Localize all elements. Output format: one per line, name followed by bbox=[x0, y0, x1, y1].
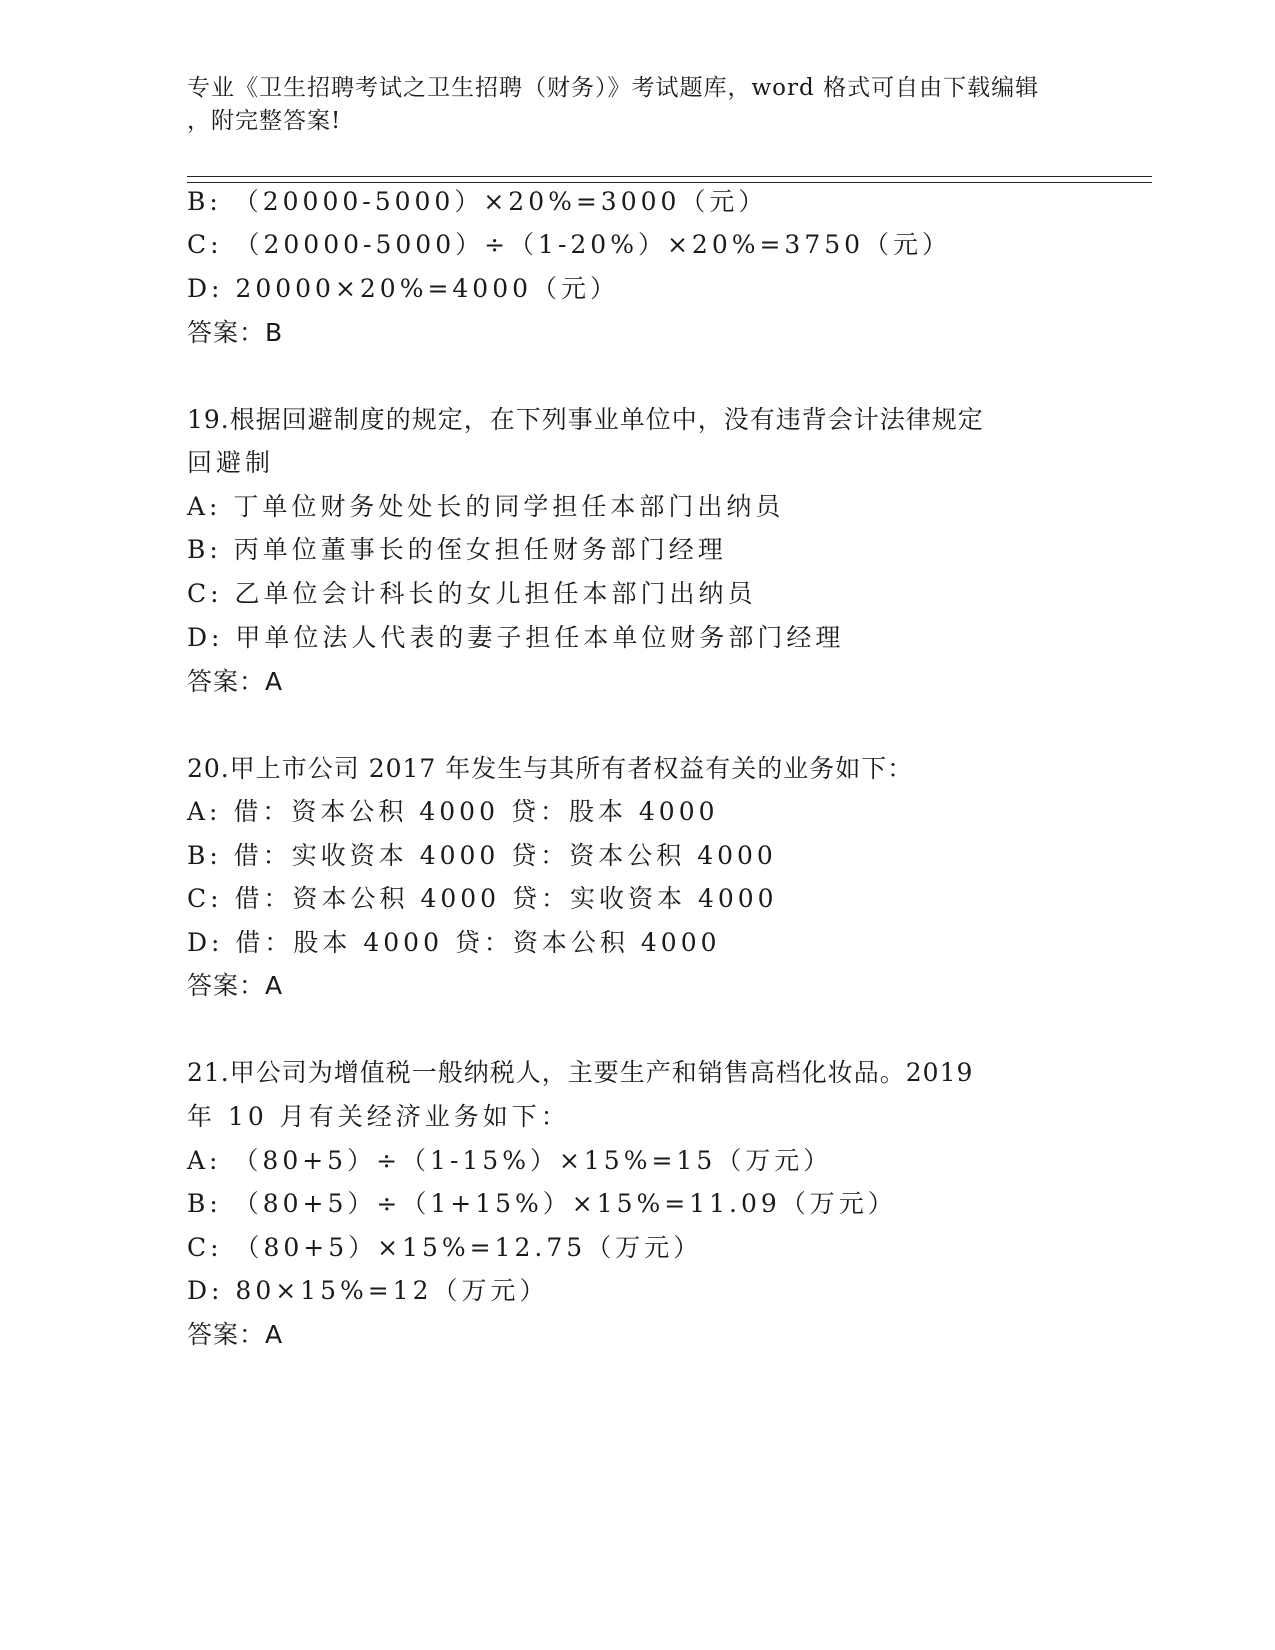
header-line-1: 专业《卫生招聘考试之卫生招聘（财务）》考试题库，word 格式可自由下载编辑 bbox=[187, 75, 1040, 101]
q20-option-a: A: 借：资本公积 4000 贷：股本 4000 bbox=[187, 797, 719, 826]
q21-option-c: C: （80+5）×15%=12.75（万元） bbox=[187, 1233, 703, 1262]
q19-option-b: B: 丙单位董事长的侄女担任财务部门经理 bbox=[187, 535, 727, 564]
header-line-2: ，附完整答案! bbox=[187, 108, 342, 134]
q20-option-c: C: 借：资本公积 4000 贷：实收资本 4000 bbox=[187, 884, 778, 913]
q18-option-c: C: （20000-5000）÷（1-20%）×20%=3750（元） bbox=[187, 230, 952, 259]
q21-option-b: B: （80+5）÷（1+15%）×15%=11.09（万元） bbox=[187, 1189, 897, 1218]
page-header bbox=[187, 72, 1087, 138]
q20-option-b: B: 借：实收资本 4000 贷：资本公积 4000 bbox=[187, 841, 777, 870]
q20-text-line-1: 20.甲上市公司 2017 年发生与其所有者权益有关的业务如下： bbox=[187, 754, 914, 783]
q18-option-b: B: （20000-5000）×20%=3000（元） bbox=[187, 187, 768, 216]
q20-answer: 答案：A bbox=[187, 971, 284, 1000]
q20-option-d: D: 借：股本 4000 贷：资本公积 4000 bbox=[187, 928, 721, 957]
q19-answer: 答案：A bbox=[187, 667, 284, 696]
header-divider bbox=[187, 176, 1152, 183]
q19-option-a: A: 丁单位财务处处长的同学担任本部门出纳员 bbox=[187, 492, 785, 521]
q21-option-d: D: 80×15%=12（万元） bbox=[187, 1276, 549, 1305]
q18-option-d: D: 20000×20%=4000（元） bbox=[187, 274, 620, 303]
q21-option-a: A: （80+5）÷（1-15%）×15%=15（万元） bbox=[187, 1146, 833, 1175]
q21-text-line-1: 21.甲公司为增值税一般纳税人，主要生产和销售高档化妆品。2019 bbox=[187, 1058, 974, 1087]
q19-text-line-1: 19.根据回避制度的规定，在下列事业单位中，没有违背会计法律规定 bbox=[187, 405, 984, 434]
q19-text-line-2: 回避制 bbox=[187, 448, 275, 477]
q21-text-line-2: 年 10 月有关经济业务如下： bbox=[187, 1102, 570, 1131]
q21-answer: 答案：A bbox=[187, 1320, 284, 1349]
q18-answer: 答案：B bbox=[187, 318, 284, 347]
q19-option-d: D: 甲单位法人代表的妻子担任本单位财务部门经理 bbox=[187, 623, 845, 652]
q19-option-c: C: 乙单位会计科长的女儿担任本部门出纳员 bbox=[187, 579, 757, 608]
